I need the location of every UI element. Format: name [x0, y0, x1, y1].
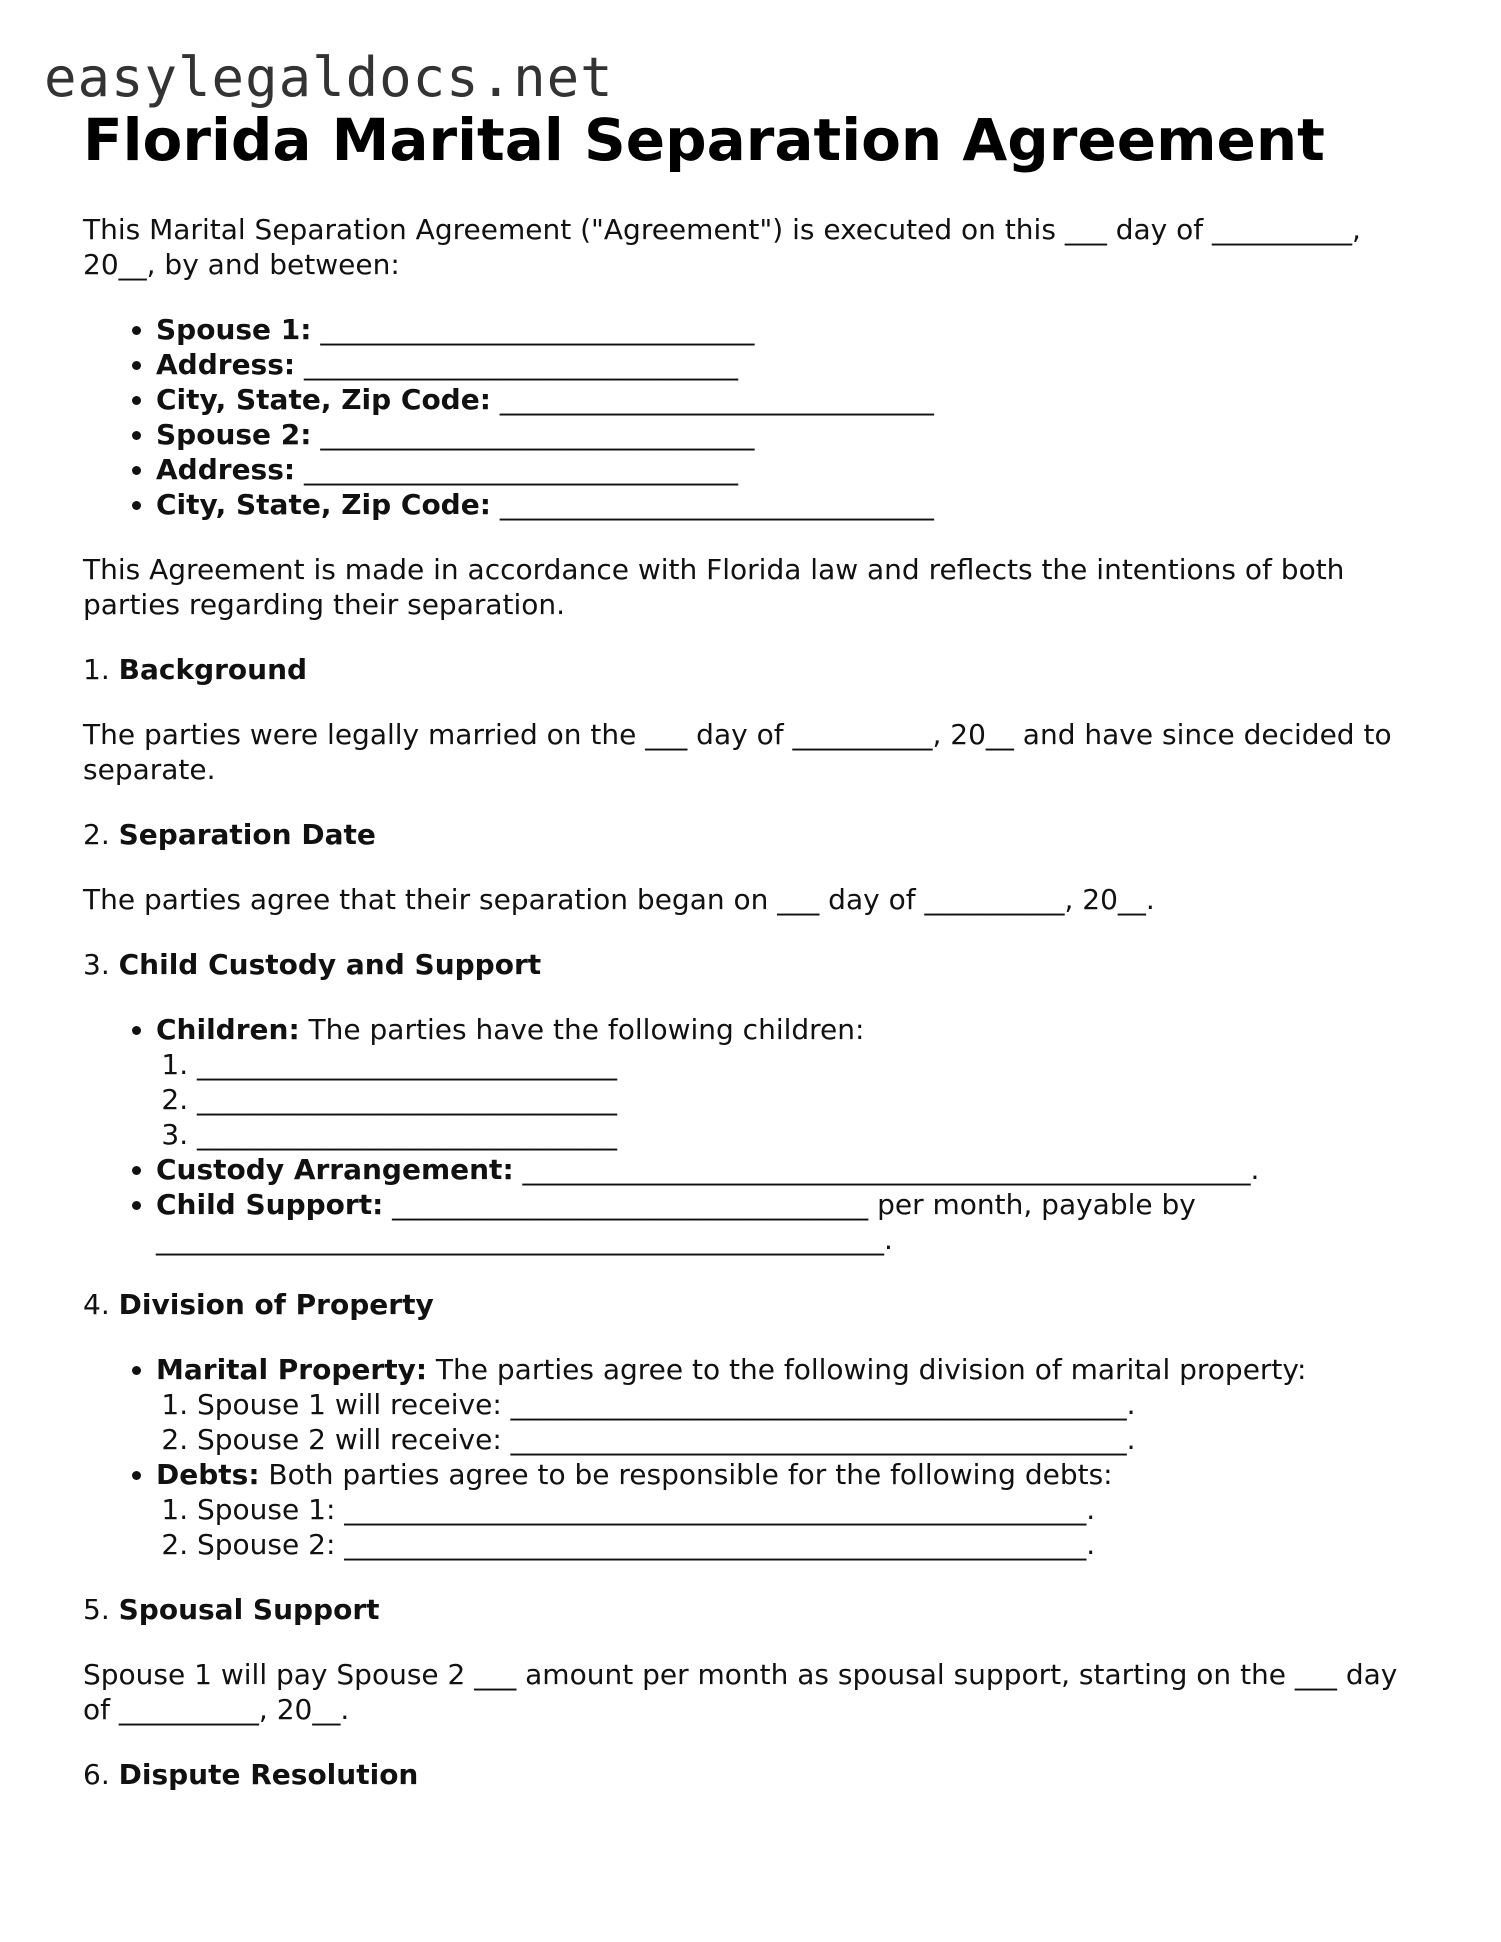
document-page [83, 100, 1423, 1792]
section-number: 6. [83, 1758, 110, 1791]
child-blank: 3. ______________________________ [197, 1117, 1423, 1152]
debts-sublist [156, 1492, 1423, 1562]
party-label: City, State, Zip Code: [156, 488, 491, 521]
party-item [156, 312, 1423, 347]
section-title: Separation Date [118, 818, 376, 851]
section-number: 5. [83, 1593, 110, 1626]
marital-property-item [156, 1352, 1423, 1457]
marital-property-label: Marital Property: [156, 1353, 428, 1386]
child-blank: 1. ______________________________ [197, 1047, 1423, 1082]
child-support-text: __________________________________ per month, payable by ____________________________________________________. [156, 1188, 1196, 1256]
party-blank: _______________________________ [499, 383, 934, 416]
party-label: Spouse 1: [156, 313, 312, 346]
party-label: City, State, Zip Code: [156, 383, 491, 416]
parties-list [83, 312, 1423, 522]
child-blank: 2. ______________________________ [197, 1082, 1423, 1117]
section-heading-dispute [83, 1757, 1423, 1792]
party-item [156, 417, 1423, 452]
section-title: Child Custody and Support [118, 948, 542, 981]
party-blank: _______________________________ [304, 453, 738, 486]
section-heading-spousal-support [83, 1592, 1423, 1627]
debt-entry: 2. Spouse 2: _____________________________________________________. [197, 1527, 1423, 1562]
section-number: 4. [83, 1288, 110, 1321]
marital-property-entry: 1. Spouse 1 will receive: ____________________________________________. [197, 1387, 1423, 1422]
section-title: Background [118, 653, 308, 686]
custody-label: Custody Arrangement: [156, 1153, 514, 1186]
party-blank: _______________________________ [320, 418, 755, 451]
section-heading-separation-date [83, 817, 1423, 852]
party-blank: _______________________________ [499, 488, 934, 521]
child-support-label: Child Support: [156, 1188, 384, 1221]
party-blank: _______________________________ [304, 348, 738, 381]
page-title: Florida Marital Separation Agreement [83, 106, 1325, 174]
marital-property-entry: 2. Spouse 2 will receive: ____________________________________________. [197, 1422, 1423, 1457]
marital-property-sublist [156, 1387, 1423, 1457]
section-heading-background [83, 652, 1423, 687]
party-item [156, 452, 1423, 487]
children-text: The parties have the following children: [299, 1013, 865, 1046]
section-heading-child-custody [83, 947, 1423, 982]
custody-item [156, 1152, 1423, 1187]
custody-text: ____________________________________________________. [513, 1153, 1260, 1186]
party-item [156, 347, 1423, 382]
property-list [83, 1352, 1423, 1562]
section-number: 3. [83, 948, 110, 981]
intro-paragraph: This Marital Separation Agreement ("Agreement") is executed on this ___ day of __________, 20__, by and between: [83, 213, 1361, 281]
party-blank: _______________________________ [320, 313, 755, 346]
child-custody-list [83, 1012, 1423, 1257]
debts-label: Debts: [156, 1458, 260, 1491]
section-body-spousal-support: Spouse 1 will pay Spouse 2 ___ amount per month as spousal support, starting on the ___ day of __________, 20__. [83, 1658, 1398, 1726]
child-support-item [156, 1187, 1423, 1257]
section-title: Dispute Resolution [118, 1758, 419, 1791]
debt-entry: 1. Spouse 1: _____________________________________________________. [197, 1492, 1423, 1527]
section-number: 1. [83, 653, 110, 686]
party-label: Address: [156, 348, 296, 381]
children-list [156, 1047, 1423, 1152]
children-label: Children: [156, 1013, 300, 1046]
section-title: Spousal Support [118, 1593, 380, 1626]
watermark: easylegaldocs.net [44, 46, 614, 109]
party-label: Address: [156, 453, 296, 486]
debts-item [156, 1457, 1423, 1562]
party-item [156, 487, 1423, 522]
section-body-separation-date: The parties agree that their separation began on ___ day of __________, 20__. [83, 883, 1155, 916]
party-item [156, 382, 1423, 417]
debts-text: Both parties agree to be responsible for the following debts: [259, 1458, 1113, 1491]
section-number: 2. [83, 818, 110, 851]
section-heading-property [83, 1287, 1423, 1322]
section-body-background: The parties were legally married on the ___ day of __________, 20__ and have since decided to separate. [83, 718, 1392, 786]
children-item [156, 1012, 1423, 1152]
party-label: Spouse 2: [156, 418, 312, 451]
section-title: Division of Property [118, 1288, 434, 1321]
accordance-paragraph: This Agreement is made in accordance with Florida law and reflects the intentions of both parties regarding their separation. [83, 553, 1345, 621]
marital-property-text: The parties agree to the following division of marital property: [427, 1353, 1307, 1386]
